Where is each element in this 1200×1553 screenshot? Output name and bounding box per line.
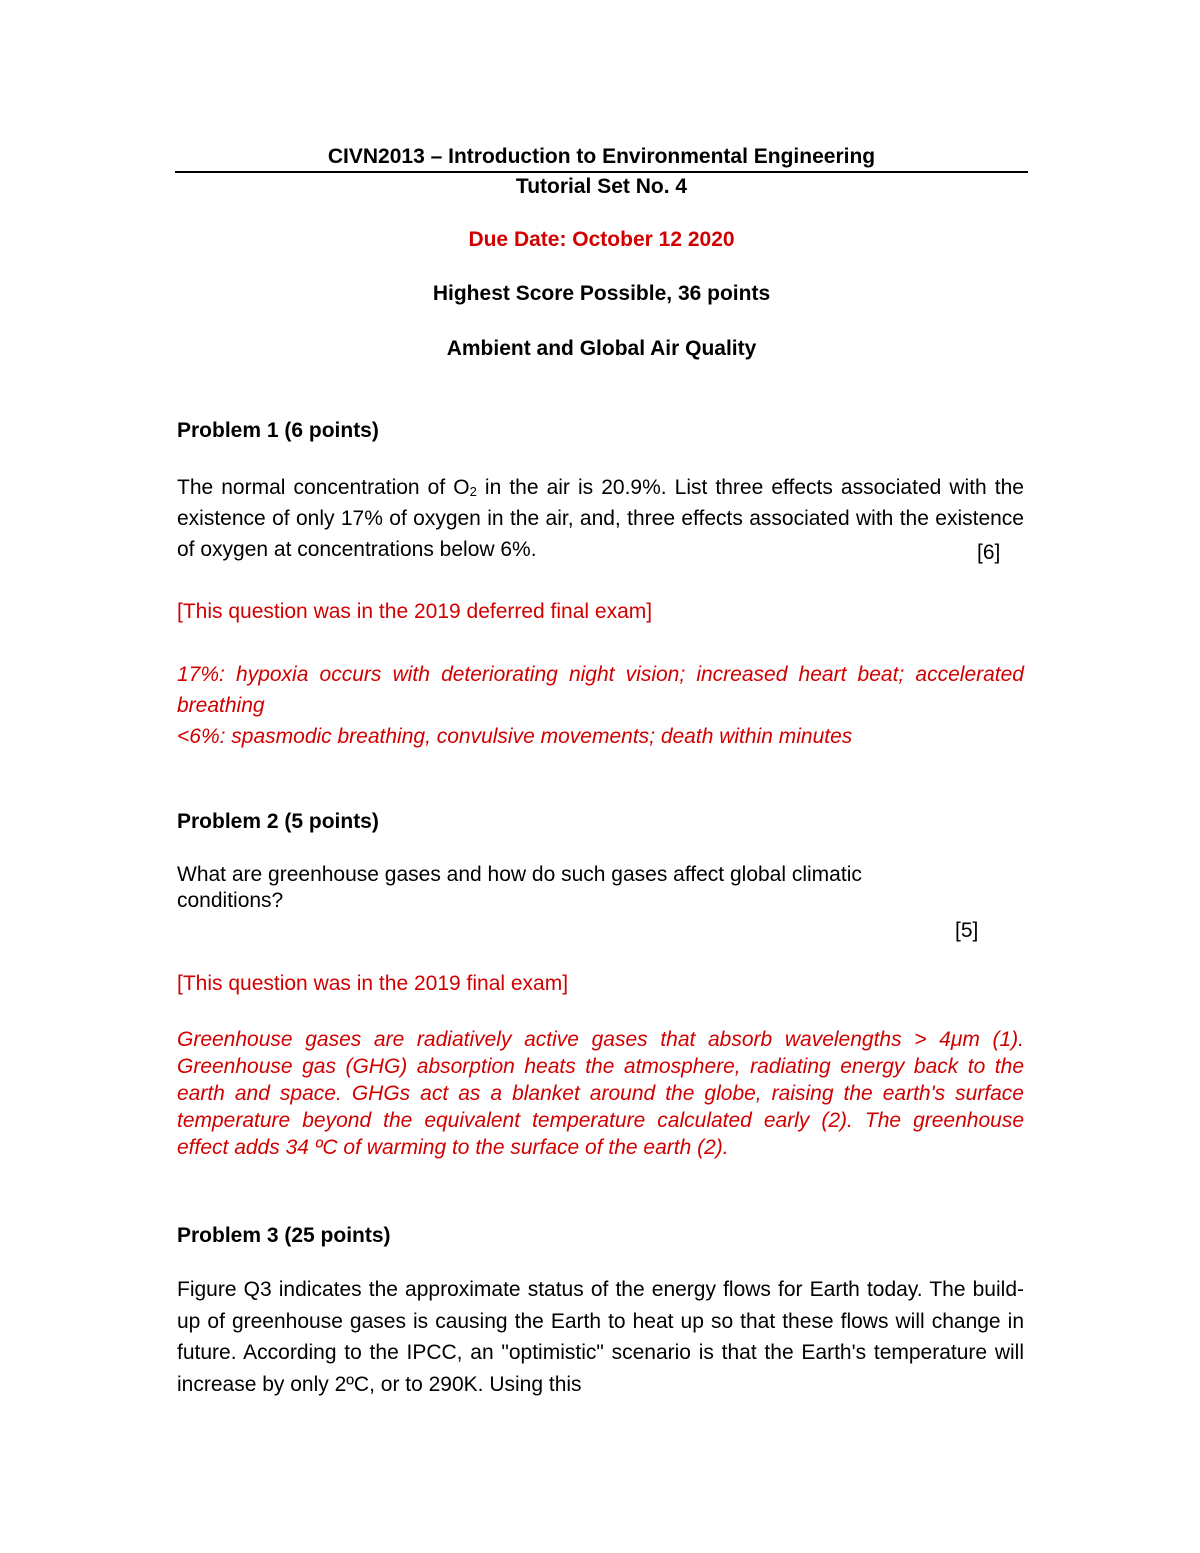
- problem1-answer-6: <6%: spasmodic breathing, convulsive movements; death within minutes: [177, 725, 853, 748]
- problem3-text: Figure Q3 indicates the approximate status of the energy flows for Earth today. The build-up of greenhouse gases is causing the Earth to heat up so that these flows will change in future. According to the IPCC, an "optimistic" scenario is that the Earth's temperature will increase by only 2ºC, or to 290K. Using this: [177, 1278, 1024, 1396]
- problem1-question-start: The normal concentration of O: [177, 476, 470, 499]
- problem2-question: What are greenhouse gases and how do such gases affect global climatic conditions?: [177, 863, 862, 912]
- problem1-question-end: in the air is 20.9%. List three effects associated with the existence of only 17% of oxygen in the air, and, three effects associated with the existence of oxygen at concentrations below 6%.: [177, 476, 1024, 561]
- problem2-note: [This question was in the 2019 final exam]: [177, 972, 569, 995]
- problem2-answer: Greenhouse gases are radiatively active gases that absorb wavelengths > 4μm (1). Greenhouse gas (GHG) absorption heats the atmosphere, radiating energy back to the earth and space. GHGs act as a blanket around the globe, raising the earth's surface temperature beyond the equivalent temperature calculated early (2). The greenhouse effect adds 34 ºC of warming to the surface of the earth (2).: [177, 1028, 1024, 1159]
- topic-title: Ambient and Global Air Quality: [446, 337, 757, 360]
- problem2-heading: Problem 2 (5 points): [177, 810, 379, 833]
- problem1-marks: [6]: [977, 541, 1001, 564]
- problem1-answer-17: 17%: hypoxia occurs with deteriorating night vision; increased heart beat; accelerated breathing: [177, 663, 1024, 717]
- score-line: Highest Score Possible, 36 points: [432, 282, 771, 305]
- title-rule: [175, 171, 1028, 173]
- problem1-note: [This question was in the 2019 deferred final exam]: [177, 600, 653, 623]
- problem3-heading: Problem 3 (25 points): [177, 1224, 391, 1247]
- problem2-marks: [5]: [955, 919, 979, 942]
- problem1-question: [177, 472, 1024, 565]
- due-date: Due Date: October 12 2020: [468, 228, 735, 251]
- course-title: CIVN2013 – Introduction to Environmental Engineering: [327, 145, 876, 168]
- problem1-heading: Problem 1 (6 points): [177, 419, 379, 442]
- tutorial-title: Tutorial Set No. 4: [515, 175, 688, 198]
- o2-subscript: 2: [469, 484, 477, 499]
